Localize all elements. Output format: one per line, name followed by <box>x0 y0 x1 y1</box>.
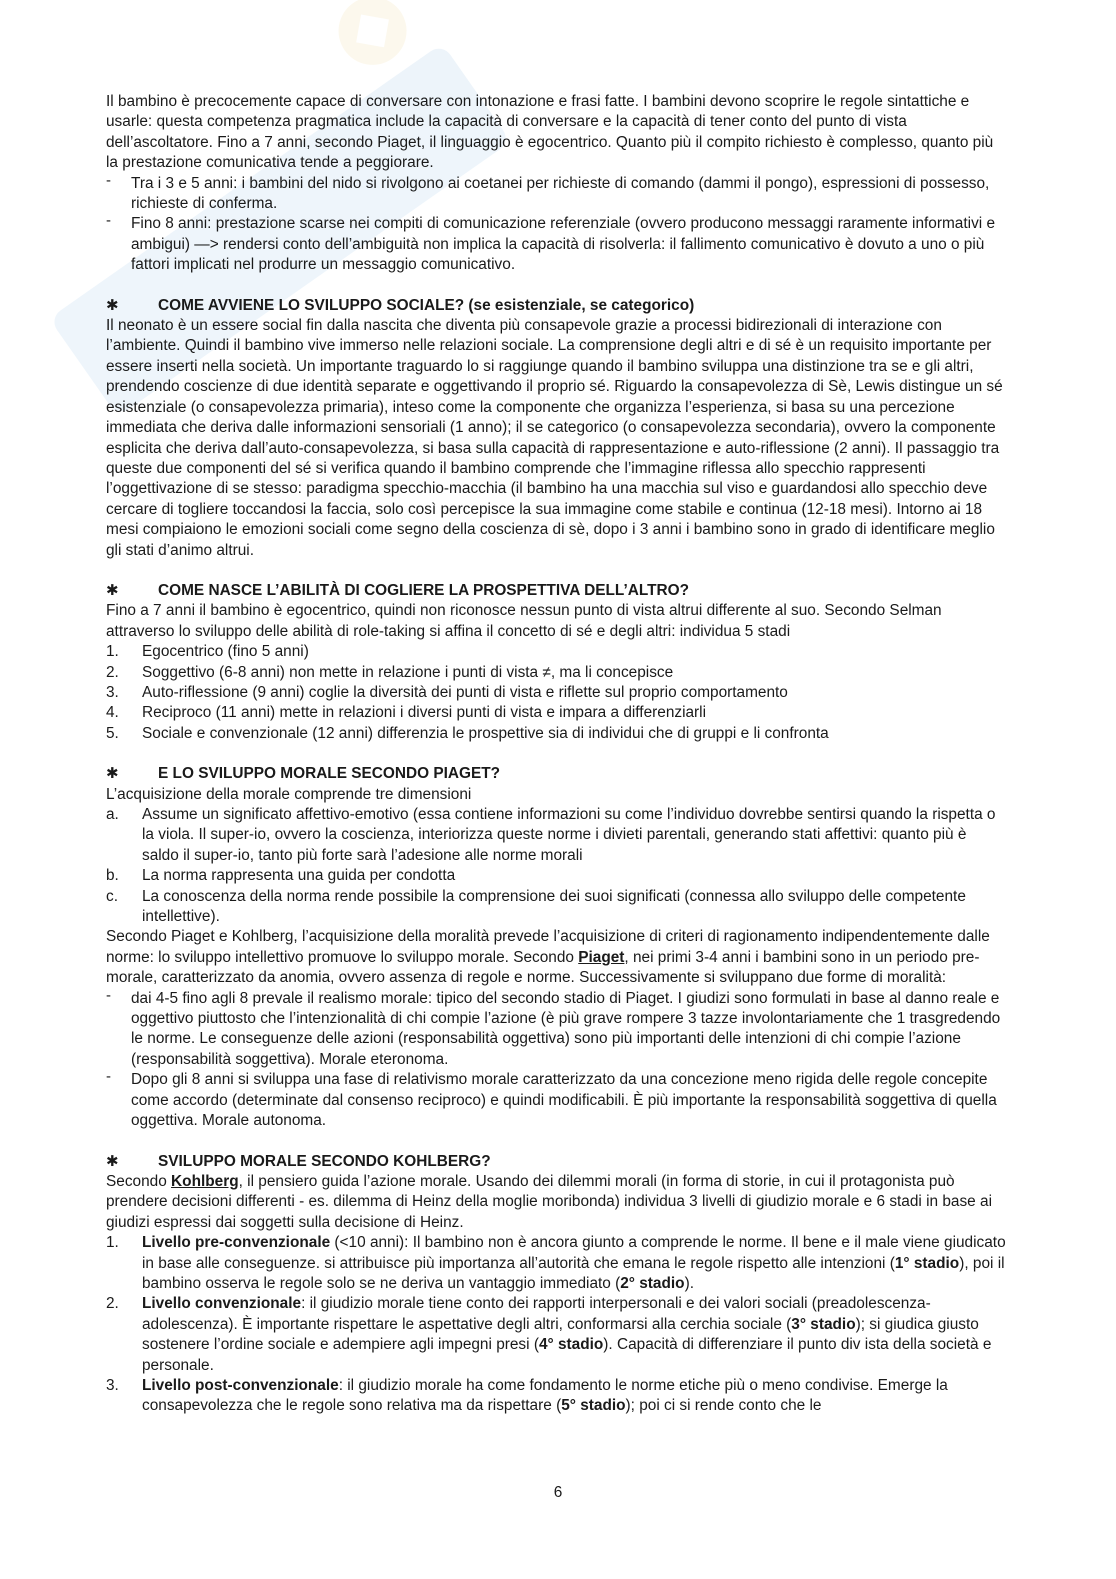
list-item <box>106 986 1006 1071</box>
list-item-text: La conoscenza della norma rende possibile la comprensione dei suoi significati (connessa allo sviluppo delle competente intellettive). <box>142 887 966 926</box>
stage-label: 2° stadio <box>620 1274 685 1292</box>
list-item <box>106 642 1006 662</box>
text-run: Secondo <box>106 1172 172 1190</box>
list-number: 5. <box>106 724 119 742</box>
stage-label: 4° stadio <box>538 1336 604 1354</box>
asterisk-icon: ✱ <box>106 1152 119 1170</box>
section-heading-social <box>106 296 1006 316</box>
list-number: 2. <box>106 1295 119 1313</box>
stage-label: 5° stadio <box>561 1397 626 1415</box>
list-item <box>106 1233 1006 1294</box>
kohlberg-level-list <box>106 1233 1006 1417</box>
list-number: 2. <box>106 663 119 681</box>
list-item-text: Assume un significato affettivo-emotivo (essa contiene informazioni su come l’individuo dovrebbe sentirsi quando la rispetta o la viola. Il super-io, ovvero la coscienza, interiorizza queste norme i divieti parentali, generando stati affettivi: quanto più è saldo il super-io, tanto più forte sarà l’adesione alle norme morali <box>142 806 996 864</box>
piaget-bullet-list <box>106 986 1006 1132</box>
dash-marker: - <box>106 986 111 1004</box>
list-item <box>106 1294 1006 1376</box>
author-name-kohlberg: Kohlberg <box>171 1172 239 1190</box>
text-run: : il giudizio morale ha come fondamento le norme etiche più o meno condivise. Emerge la consapevolezza che le regole sono relativa ma da rispettare ( <box>142 1376 948 1415</box>
piaget-paragraph <box>106 927 1006 988</box>
text-run: (<10 anni): Il bambino non è ancora giunto a comprende le norme. Il bene e il male viene giudicato in base alle conseguenze. si attribuisce più importanza all’autorità che emana le regole rispetto alle intenzioni ( <box>142 1234 1006 1272</box>
kohlberg-paragraph <box>106 1172 1006 1233</box>
asterisk-icon: ✱ <box>106 765 119 783</box>
list-number: 1. <box>106 1234 119 1252</box>
asterisk-icon: ✱ <box>106 581 119 599</box>
list-item <box>106 171 1006 215</box>
list-item <box>106 724 1006 744</box>
selman-stage-list <box>106 642 1006 744</box>
section-heading-piaget <box>106 764 1006 784</box>
list-item-text: Sociale e convenzionale (12 anni) differenzia le prospettive sia di individui che di gruppi e li confronta <box>142 724 829 742</box>
list-item-text: Dopo gli 8 anni si sviluppa una fase di relativismo morale caratterizzato da una concezione meno rigida delle regole concepite come accordo (determinate dal consenso reciproco) e quindi modificabili. È più importante la responsabilità soggettiva di quella oggettiva. Morale autonoma. <box>131 1071 997 1130</box>
list-item <box>106 703 1006 723</box>
text-run: , nei primi 3-4 anni i bambini sono in un periodo pre-morale, caratterizzato da anomia, ovvero assenza di regole e norme. Successivamente si sviluppano due forme di moralità: <box>106 948 980 987</box>
text-run: , il pensiero guida l’azione morale. Usando dei dilemmi morali (in forma di storie, in cui il protagonista può prendere decisioni differenti - es. dilemma di Heinz della moglie moribonda) individua 3 livelli di giudizio morale e 6 stadi in base ai giudizi espressi dai soggetti sulla decisione di Heinz. <box>106 1172 992 1231</box>
list-item <box>106 1070 1006 1131</box>
list-item <box>106 866 1006 886</box>
morality-dimension-list <box>106 805 1006 927</box>
section-heading-perspective <box>106 581 1006 601</box>
text-run: : il giudizio morale tiene conto dei rapporti interpersonali e dei valori sociali (preadolescenza-adolescenza). È importante rispettare le aspettative degli altri, conformarsi alla cerchia sociale ( <box>142 1295 931 1333</box>
list-item <box>106 805 1006 866</box>
section-heading-kohlberg <box>106 1152 1006 1172</box>
page-number: 6 <box>553 1484 563 1501</box>
list-item-text: Auto-riflessione (9 anni) coglie la diversità dei punti di vista e riflette sul proprio comportamento <box>142 683 788 701</box>
text-run: ), poi il bambino osserva le regole solo se ne deriva un vantaggio immediato ( <box>142 1254 1005 1292</box>
dash-marker: - <box>106 171 111 189</box>
list-item <box>106 1376 1006 1417</box>
intro-paragraph: Il bambino è precocemente capace di conversare con intonazione e frasi fatte. I bambini devono scoprire le regole sintattiche e usarle: questa competenza pragmatica include la capacità di conversare e la capacità di tener conto del punto di vista dell’ascoltatore. Fino a 7 anni, secondo Piaget, il linguaggio è egocentrico. Quanto più il compito richiesto è complesso, quanto più la prestazione comunicativa tende a peggiorare. <box>106 93 994 172</box>
text-run: ). <box>684 1274 694 1292</box>
intro-bullet-list <box>106 171 1006 276</box>
text-run: ); si giudica giusto sostenere l’ordine sociale e adempiere agli impegni presi ( <box>142 1315 979 1354</box>
dash-marker: - <box>106 1068 111 1086</box>
piaget-intro: L’acquisizione della morale comprende tre dimensioni <box>106 785 472 803</box>
heading-text: COME AVVIENE LO SVILUPPO SOCIALE? (se esistenziale, se categorico) <box>158 296 695 314</box>
social-paragraph: Il neonato è un essere social fin dalla nascita che diventa più consapevole grazie a processi bidirezionali di interazione con l’ambiente. Quindi il bambino vive immerso nelle relazioni sociale. La comprensione degli altri e di sé è un requisito importante per essere inserti nella società. Un importante traguardo lo si raggiunge quando il bambino sviluppa una distinzione tra se e gli altri, prendendo coscienze di due identità separate e oggettivando il proprio sé. Riguardo la consapevolezza di Sè, Lewis distingue un sé esistenziale (o consapevolezza primaria), inteso come la componente che organizza l’esperienza, si basa su una percezione immediata che deriva dalle informazioni sensoriali (1 anno); il se categorico (o consapevolezza secondaria), ovvero la componente esplicita che deriva dall’auto-consapevolezza, si basa sulla capacità di rappresentazione e auto-riflessione (2 anni). Il passaggio tra queste due componenti del sé si verifica quando il bambino comprende che l’immagine riflessa allo specchio rappresenti l’oggettivazione di se stesso: paradigma specchio-macchia (il bambino ha una macchia sul viso e guardandosi allo specchio deve cercare di togliere toccandosi la faccia, solo così percepisce la sua immagine come stabile e continua (12-18 mesi). Intorno ai 18 mesi compiaiono le emozioni sociali come segno della coscienza di sè, dopo i 3 anni i bambino sono in grado di identificare meglio gli stati d’animo altrui. <box>106 317 1003 559</box>
author-name-piaget: Piaget <box>578 948 625 966</box>
dash-marker: - <box>106 212 111 230</box>
list-number: 4. <box>106 704 119 722</box>
stage-label: 1° stadio <box>894 1254 960 1272</box>
heading-text: SVILUPPO MORALE SECONDO KOHLBERG? <box>158 1152 491 1170</box>
level-name: Livello post-convenzionale <box>142 1376 339 1394</box>
list-item <box>106 887 1006 928</box>
list-item-text: Egocentrico (fino 5 anni) <box>142 643 309 661</box>
list-item <box>106 683 1006 703</box>
level-name: Livello convenzionale <box>142 1295 302 1313</box>
heading-text: E LO SVILUPPO MORALE SECONDO PIAGET? <box>158 765 501 783</box>
text-run: ); poi ci si rende conto che le <box>625 1397 822 1415</box>
stage-label: 3° stadio <box>791 1315 856 1333</box>
list-item-text: Fino 8 anni: prestazione scarse nei compiti di comunicazione referenziale (ovvero producono messaggi raramente informativi e ambigui) —> rendersi conto dell’ambiguità non implica la capacità di risolverla: il fallimento comunicativo è dovuto a uno o più fattori implicati nel produrre un messaggio comunicativo. <box>131 215 996 274</box>
list-item-text: dai 4-5 fino agli 8 prevale il realismo morale: tipico del secondo stadio di Piaget. I giudizi sono formulati in base al danno reale e oggettivo piuttosto che l’intenzionalità di chi compie l’azione (è più grave rompere 3 tazze involontariamente che 1 trasgredendo le norme. Le conseguenze delle azioni (responsabilità oggettiva) sono più importanti delle intenzioni di chi compie l’azione (responsabilità soggettiva). Morale eteronoma. <box>131 989 1001 1068</box>
document-body <box>106 92 1006 1417</box>
heading-text: COME NASCE L’ABILITÀ DI COGLIERE LA PROSPETTIVA DELL’ALTRO? <box>158 581 689 599</box>
list-item-text: Soggettivo (6-8 anni) non mette in relazione i punti di vista ≠, ma li concepisce <box>142 663 674 681</box>
asterisk-icon: ✱ <box>106 296 119 314</box>
list-item-text: La norma rappresenta una guida per condotta <box>142 867 456 885</box>
text-run: ). Capacità di differenziare il punto div ista della società e personale. <box>142 1336 992 1374</box>
level-name: Livello pre-convenzionale <box>142 1234 331 1252</box>
list-letter: a. <box>106 806 119 823</box>
list-item <box>106 214 1006 275</box>
list-item-text: Reciproco (11 anni) mette in relazioni i diversi punti di vista e impara a differenziarli <box>142 704 707 722</box>
list-number: 3. <box>106 683 119 701</box>
text-run: Secondo Piaget e Kohlberg, l’acquisizione della moralità prevede l’acquisizione di criteri di ragionamento indipendentemente dalle norme: lo sviluppo intellettivo promuove lo sviluppo morale. Secondo <box>106 928 990 966</box>
list-item <box>106 663 1006 683</box>
list-letter: c. <box>106 887 118 905</box>
list-number: 1. <box>106 643 119 661</box>
list-number: 3. <box>106 1376 119 1394</box>
list-letter: b. <box>106 867 119 885</box>
list-item-text: Tra i 3 e 5 anni: i bambini del nido si rivolgono ai coetanei per richieste di comando (dammi il pongo), espressioni di possesso, richieste di conferma. <box>131 174 990 213</box>
perspective-paragraph: Fino a 7 anni il bambino è egocentrico, quindi non riconosce nessun punto di vista altrui differente al suo. Secondo Selman attraverso lo sviluppo delle abilità di role-taking si affina il concetto di sé e degli altri: individua 5 stadi <box>106 602 942 640</box>
